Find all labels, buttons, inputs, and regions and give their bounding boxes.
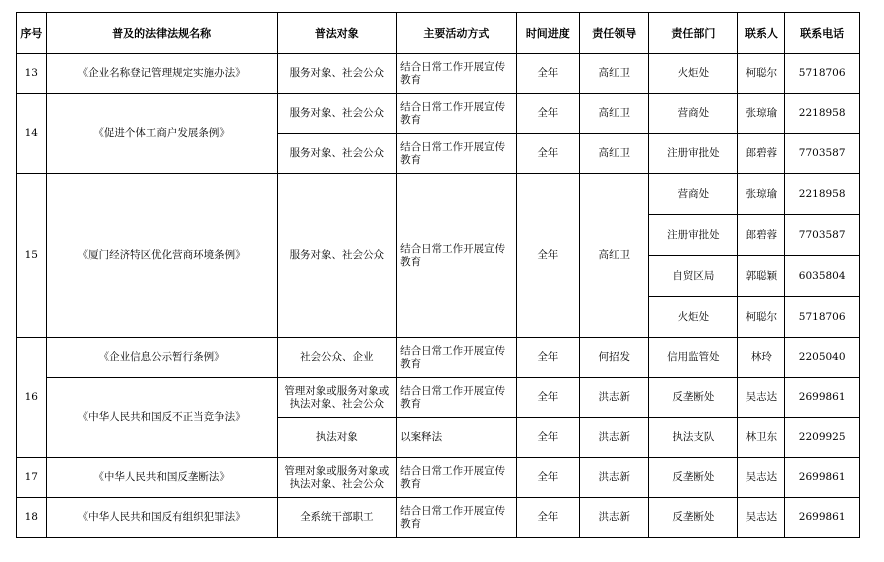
cell-contact: 吴志达 — [738, 378, 785, 418]
page-title-strip — [0, 0, 884, 10]
cell-time: 全年 — [516, 338, 579, 378]
cell-contact: 张琼瑜 — [738, 174, 785, 215]
cell-method: 结合日常工作开展宣传教育 — [397, 54, 517, 94]
cell-time: 全年 — [516, 134, 579, 174]
cell-law: 《企业名称登记管理规定实施办法》 — [46, 54, 277, 94]
cell-target: 管理对象或服务对象或执法对象、社会公众 — [277, 458, 397, 498]
cell-phone: 5718706 — [785, 54, 860, 94]
cell-law: 《厦门经济特区优化营商环境条例》 — [46, 174, 277, 338]
col-header-dept: 责任部门 — [649, 13, 738, 54]
cell-no: 16 — [17, 338, 47, 458]
cell-dept: 反垄断处 — [649, 458, 738, 498]
cell-law: 《中华人民共和国反有组织犯罪法》 — [46, 498, 277, 538]
cell-law: 《企业信息公示暂行条例》 — [46, 338, 277, 378]
header-row — [17, 13, 860, 54]
table-row — [17, 378, 860, 418]
cell-law: 《促进个体工商户发展条例》 — [46, 94, 277, 174]
cell-phone: 2218958 — [785, 94, 860, 134]
cell-dept: 反垄断处 — [649, 498, 738, 538]
cell-phone: 2699861 — [785, 378, 860, 418]
cell-phone: 5718706 — [785, 297, 860, 338]
col-header-time: 时间进度 — [516, 13, 579, 54]
cell-leader: 洪志新 — [579, 458, 648, 498]
table-row — [17, 338, 860, 378]
cell-leader: 高红卫 — [579, 94, 648, 134]
cell-phone: 2699861 — [785, 458, 860, 498]
cell-time: 全年 — [516, 94, 579, 134]
cell-method: 以案释法 — [397, 418, 517, 458]
cell-time: 全年 — [516, 54, 579, 94]
cell-dept: 反垄断处 — [649, 378, 738, 418]
cell-time: 全年 — [516, 498, 579, 538]
cell-dept: 火炬处 — [649, 54, 738, 94]
col-header-contact: 联系人 — [738, 13, 785, 54]
cell-no: 13 — [17, 54, 47, 94]
cell-target: 管理对象或服务对象或执法对象、社会公众 — [277, 378, 397, 418]
cell-contact: 柯聪尔 — [738, 54, 785, 94]
table-row — [17, 458, 860, 498]
cell-no: 14 — [17, 94, 47, 174]
cell-dept: 营商处 — [649, 94, 738, 134]
cell-method: 结合日常工作开展宣传教育 — [397, 134, 517, 174]
cell-leader: 高红卫 — [579, 174, 648, 338]
cell-law: 《中华人民共和国反垄断法》 — [46, 458, 277, 498]
table-row — [17, 174, 860, 215]
cell-law: 《中华人民共和国反不正当竞争法》 — [46, 378, 277, 458]
cell-target: 执法对象 — [277, 418, 397, 458]
cell-method: 结合日常工作开展宣传教育 — [397, 378, 517, 418]
cell-time: 全年 — [516, 174, 579, 338]
law-plan-table — [16, 12, 860, 538]
cell-phone: 7703587 — [785, 215, 860, 256]
cell-phone: 2699861 — [785, 498, 860, 538]
col-header-no: 序号 — [17, 13, 47, 54]
cell-contact: 吴志达 — [738, 498, 785, 538]
cell-method: 结合日常工作开展宣传教育 — [397, 498, 517, 538]
cell-time: 全年 — [516, 418, 579, 458]
cell-phone: 2218958 — [785, 174, 860, 215]
cell-phone: 7703587 — [785, 134, 860, 174]
cell-method: 结合日常工作开展宣传教育 — [397, 458, 517, 498]
cell-leader: 高红卫 — [579, 54, 648, 94]
col-header-leader: 责任领导 — [579, 13, 648, 54]
cell-dept: 营商处 — [649, 174, 738, 215]
col-header-law: 普及的法律法规名称 — [46, 13, 277, 54]
cell-contact: 郭聪颖 — [738, 256, 785, 297]
table-row — [17, 94, 860, 134]
table-row — [17, 498, 860, 538]
cell-target: 服务对象、社会公众 — [277, 174, 397, 338]
cell-no: 18 — [17, 498, 47, 538]
cell-leader: 洪志新 — [579, 418, 648, 458]
cell-dept: 注册审批处 — [649, 215, 738, 256]
cell-dept: 注册审批处 — [649, 134, 738, 174]
cell-phone: 6035804 — [785, 256, 860, 297]
cell-leader: 何招发 — [579, 338, 648, 378]
cell-method: 结合日常工作开展宣传教育 — [397, 338, 517, 378]
cell-contact: 郎碧蓉 — [738, 215, 785, 256]
cell-contact: 柯聪尔 — [738, 297, 785, 338]
cell-no: 17 — [17, 458, 47, 498]
col-header-method: 主要活动方式 — [397, 13, 517, 54]
cell-contact: 吴志达 — [738, 458, 785, 498]
table-row — [17, 54, 860, 94]
cell-phone: 2209925 — [785, 418, 860, 458]
cell-contact: 林玲 — [738, 338, 785, 378]
cell-method: 结合日常工作开展宣传教育 — [397, 174, 517, 338]
cell-dept: 执法支队 — [649, 418, 738, 458]
cell-contact: 林卫东 — [738, 418, 785, 458]
cell-time: 全年 — [516, 378, 579, 418]
cell-leader: 洪志新 — [579, 498, 648, 538]
cell-target: 服务对象、社会公众 — [277, 94, 397, 134]
cell-target: 服务对象、社会公众 — [277, 134, 397, 174]
cell-phone: 2205040 — [785, 338, 860, 378]
cell-method: 结合日常工作开展宣传教育 — [397, 94, 517, 134]
cell-target: 社会公众、企业 — [277, 338, 397, 378]
cell-time: 全年 — [516, 458, 579, 498]
cell-target: 全系统干部职工 — [277, 498, 397, 538]
cell-leader: 洪志新 — [579, 378, 648, 418]
cell-dept: 自贸区局 — [649, 256, 738, 297]
cell-contact: 张琼瑜 — [738, 94, 785, 134]
cell-leader: 高红卫 — [579, 134, 648, 174]
cell-dept: 火炬处 — [649, 297, 738, 338]
cell-target: 服务对象、社会公众 — [277, 54, 397, 94]
col-header-phone: 联系电话 — [785, 13, 860, 54]
cell-no: 15 — [17, 174, 47, 338]
cell-contact: 郎碧蓉 — [738, 134, 785, 174]
col-header-target: 普法对象 — [277, 13, 397, 54]
cell-dept: 信用监管处 — [649, 338, 738, 378]
